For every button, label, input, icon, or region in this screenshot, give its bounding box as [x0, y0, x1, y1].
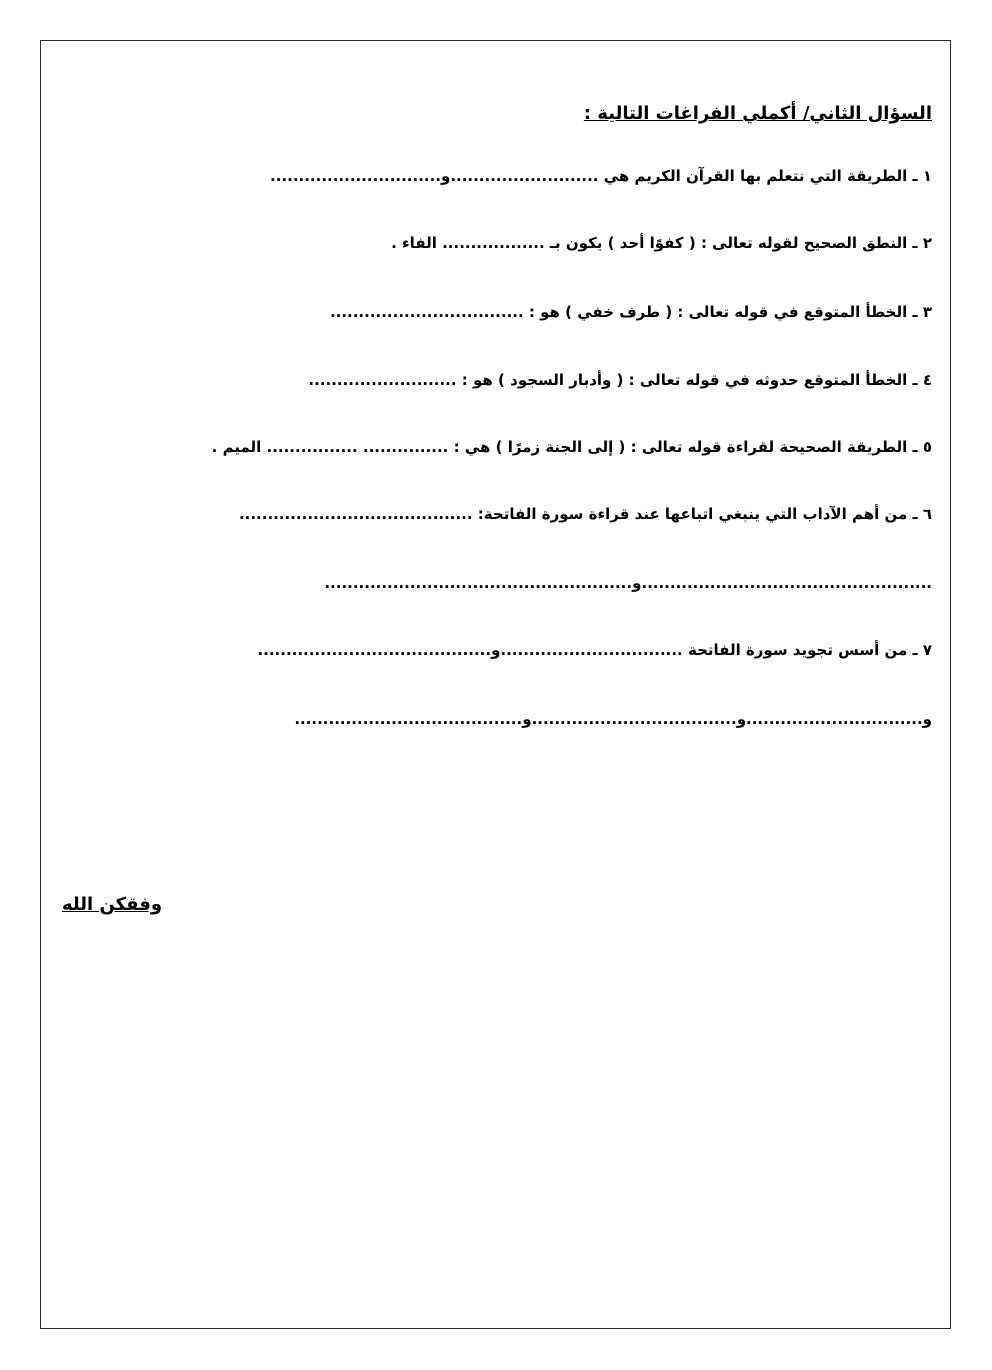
- question-item-1: ١ ـ الطريقة التي نتعلم بها القرآن الكريم هي ..........................و..............................: [270, 167, 932, 185]
- question-item-7-answer-line: و...............................و....................................و........................................: [294, 710, 932, 728]
- question-item-7: ٧ ـ من أسس تجويد سورة الفاتحة ................................و.........................................: [257, 641, 932, 659]
- question-item-6: ٦ ـ من أهم الآداب التي ينبغي اتباعها عند قراءة سورة الفاتحة: .........................................: [238, 505, 932, 523]
- question-item-5: ٥ ـ الطريقة الصحيحة لقراءة قوله تعالى : ( إلى الجنة زمرًا ) هي : ............... ................ الميم .: [211, 438, 932, 456]
- question-item-3: ٣ ـ الخطأ المتوقع في قوله تعالى : ( طرف خفي ) هو : ..................................: [329, 303, 932, 321]
- closing-note: وفقكن الله: [62, 894, 163, 915]
- question-item-4: ٤ ـ الخطأ المتوقع حدوثه في قوله تعالى : ( وأدبار السجود ) هو : ..........................: [308, 371, 932, 389]
- question-item-2: ٢ ـ النطق الصحيح لقوله تعالى : ( كفوًا أحد ) يكون بـ .................. الفاء .: [391, 234, 932, 252]
- question-heading: السؤال الثاني/ أكملي الفراغات التالية :: [583, 103, 932, 124]
- question-item-6-answer-line: ...................................................و......................................................: [324, 574, 932, 592]
